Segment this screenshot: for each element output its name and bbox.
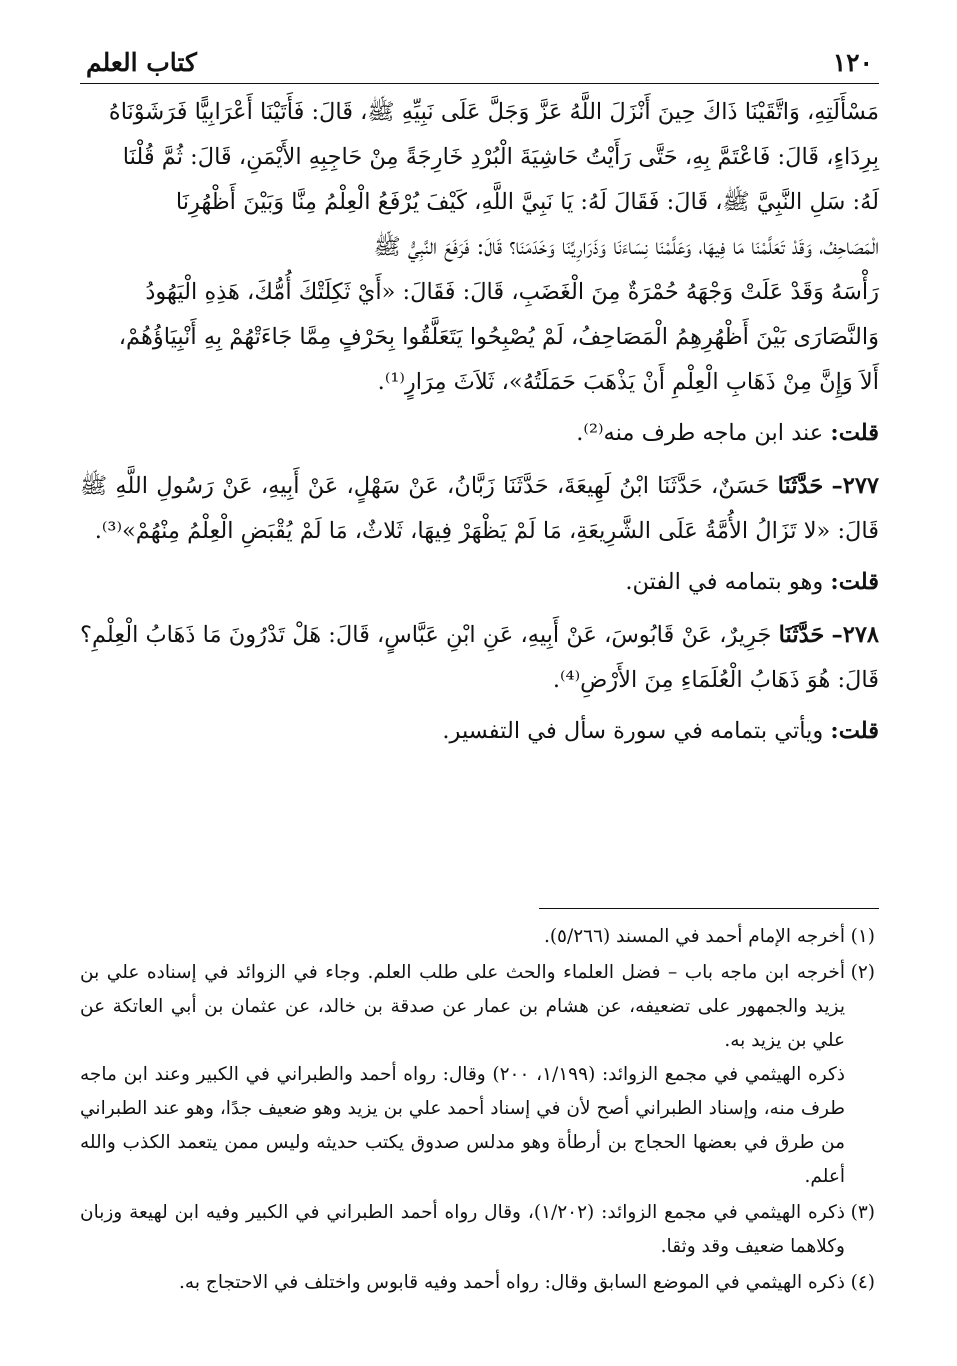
note-text: وهو بتمامه في الفتن. [625,569,824,595]
text-line: لَهُ: سَلِ النَّبِيَّ ﷺ، قَالَ: فَقَالَ لَهُ: يَا نَبِيَّ اللَّهِ، كَيْفَ يُرْفَعُ الْعِلْمُ مِنَّا وَبَيْنَ أَظْهُرِنَا [175,189,879,215]
note-label: قلت: [830,420,879,446]
footnote-marker: (١) [850,926,875,947]
text-line: أَلاَ وَإِنَّ مِنْ ذَهَابِ الْعِلْمِ أَنْ يَذْهَبَ حَمَلَتُهُ»، ثَلاَثَ مِرَارٍ⁽¹⁾. [377,369,879,395]
hadith-number: ٢٧٧– [831,473,880,499]
footnote-divider [539,908,879,909]
footnote-marker: (٣) [850,1202,875,1223]
text-line: رَأْسَهُ وَقَدْ عَلَتْ وَجْهَهُ حُمْرَةٌ مِنَ الْغَضَبِ، قَالَ: فَقَالَ: «أَيْ ثَكِلَتْكَ أُمُّكَ، هَذِهِ الْيَهُودُ [145,279,879,305]
note-qult-2 [80,560,879,605]
note-label: قلت: [830,569,879,595]
hadith-277 [80,464,879,554]
note-label: قلت: [830,718,879,744]
footnotes [80,920,875,1300]
footnote-1 [80,920,875,954]
footnote-paragraph: ذكره الهيثمي في مجمع الزوائد: (١/٢٠٢)، وقال رواه أحمد الطبراني في الكبير وفيه ابن لهيعة وزبان وكلاهما ضعيف وقد وثقا. [80,1202,845,1257]
hadith-276-continuation [80,90,879,405]
footnote-paragraph: ذكره الهيثمي في الموضع السابق وقال: رواه أحمد وفيه قابوس واختلف في الاحتجاج به. [179,1272,845,1293]
footnote-marker: (٤) [850,1272,875,1293]
footnote-4 [80,1266,875,1300]
hadith-lead: حَدَّثَنَا [777,473,824,499]
footnote-marker: (٢) [850,962,875,983]
text-line: الْمَصَاحِفُ، وَقَدْ تَعَلَّمْنَا مَا فِيهَا، وَعَلَّمْنَا نِسَاءَنَا وَذَرَارِيَّنَا وَخَدَمَنَا؟ قَالَ: فَرَفَعَ النَّبِيُّ ﷺ [373,234,879,260]
footnote-body [80,1266,845,1300]
note-qult-1 [80,411,879,456]
hadith-number: ٢٧٨– [831,622,880,648]
note-text: ويأتي بتمامه في سورة سأل في التفسير. [442,718,824,744]
page [80,48,879,754]
footnote-2 [80,956,875,1194]
page-number: ١٢٠ [832,48,873,77]
hadith-text: حَسَنٌ، حَدَّثَنَا ابْنُ لَهِيعَةَ، حَدَّثَنَا زَبَّانُ، عَنْ سَهْلٍ، عَنْ أَبِيهِ، عَنْ رَسُولِ اللَّهِ ﷺ قَالَ: «لا تَزَالُ الأُمَّةُ عَلَى الشَّرِيعَةِ، مَا لَمْ يَظْهَرْ فِيهَا، ثَلاثٌ، مَا لَمْ يُقْبَضِ الْعِلْمُ مِنْهُمْ»⁽³⁾. [80,473,879,544]
footnote-paragraph: ذكره الهيثمي في مجمع الزوائد: (١/١٩٩، ٢٠٠) وقال: رواه أحمد والطبراني في الكبير وعند ابن ماجه طرف منه، وإسناد الطبراني أصح لأن في إسناد أحمد علي بن يزيد وهو ضعيف جدًا، وهو عند الطبراني من طرق في بعضها الحجاج بن أرطأة وهو مدلس صدوق يكتب حديثه وليس ممن يتعمد الكذب والله أعلم. [80,1064,845,1187]
text-line: مَسْأَلَتِهِ، وَاتَّقَيْنَا ذَاكَ حِينَ أَنْزَلَ اللَّهُ عَزَّ وَجَلَّ عَلَى نَبِيِّهِ ﷺ، قَالَ: فَأَتَيْنَا أَعْرَابِيًّا فَرَشَوْنَاهُ [108,99,879,125]
page-header [80,48,879,84]
note-text: عند ابن ماجه طرف منه⁽²⁾. [576,420,824,446]
text-line: بِرِدَاءٍ، قَالَ: فَاعْتَمَّ بِهِ، حَتَّى رَأَيْتُ حَاشِيَةَ الْبُرْدِ خَارِجَةً مِنْ حَاجِبِهِ الأَيْمَنِ، قَالَ: ثُمَّ قُلْنَا [122,144,879,170]
footnote-paragraph: أخرجه الإمام أحمد في المسند (٥/٢٦٦). [543,926,845,947]
footnote-3 [80,1196,875,1264]
footnote-paragraph: أخرجه ابن ماجه باب – فضل العلماء والحث على طلب العلم. وجاء في الزوائد في إسناده علي بن يزيد والجمهور على تضعيفه، عن هشام بن عمار عن صدقة بن خالد، عن عثمان بن أبي العاتكة عن علي بن يزيد به. [80,962,845,1051]
hadith-278 [80,613,879,703]
note-qult-3 [80,709,879,754]
footnote-body [80,1196,845,1264]
text-line: وَالنَّصَارَى بَيْنَ أَظْهُرِهِمُ الْمَصَاحِفُ، لَمْ يُصْبِحُوا يَتَعَلَّقُوا بِحَرْفٍ مِمَّا جَاءَتْهُمْ بِهِ أَنْبِيَاؤُهُمْ، [118,324,879,350]
footnote-body [80,956,845,1194]
hadith-text: جَرِيرٌ، عَنْ قَابُوسَ، عَنْ أَبِيهِ، عَنِ ابْنِ عَبَّاسٍ، قَالَ: هَلْ تَدْرُونَ مَا ذَهَابُ الْعِلْمِ؟ قَالَ: هُوَ ذَهَابُ الْعُلَمَاءِ مِنَ الأَرْضِ⁽⁴⁾. [80,622,879,693]
footnote-body [80,920,845,954]
book-title: كتاب العلم [86,48,197,77]
main-text [80,90,879,754]
hadith-lead: حَدَّثَنَا [778,622,825,648]
